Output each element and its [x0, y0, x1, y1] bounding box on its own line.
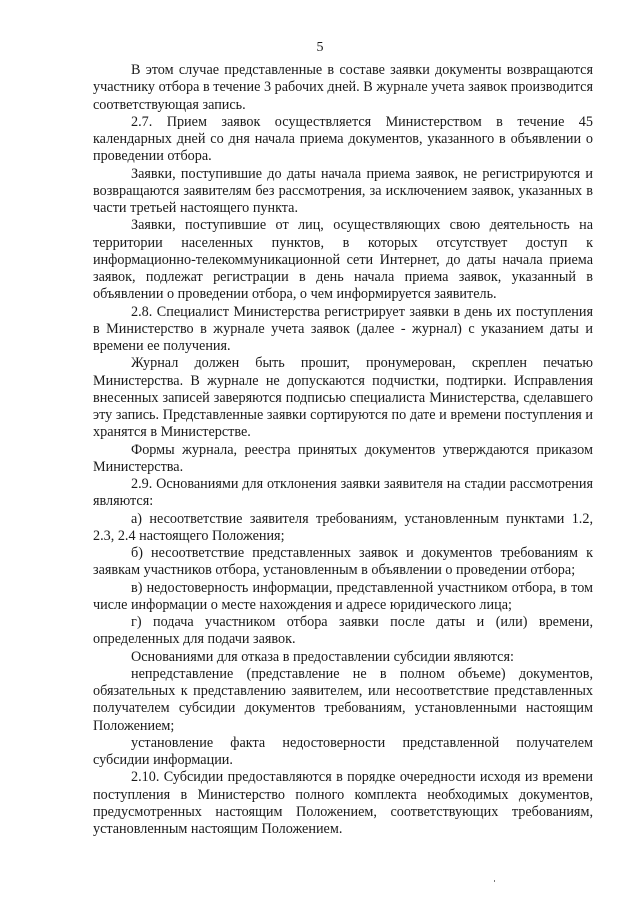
paragraph: г) подача участником отбора заявки после даты и (или) времени, определенных для подачи заявок. [93, 614, 593, 648]
paragraph: 2.8. Специалист Министерства регистрирует заявки в день их поступления в Министерство в журнале учета заявок (далее - журнал) с указанием даты и времени ее получения. [93, 303, 593, 354]
paragraph: 2.7. Прием заявок осуществляется Министерством в течение 45 календарных дней со дня начала приема документов, указанного в объявлении о проведении отбора. [93, 113, 593, 165]
paragraph: в) недостоверность информации, представленной участником отбора, в том числе информации о месте нахождения и адресе юридического лица; [93, 579, 593, 613]
paragraph: 2.9. Основаниями для отклонения заявки заявителя на стадии рассмотрения являются: [93, 476, 593, 510]
page-number: 5 [316, 40, 324, 55]
scan-speck [494, 880, 495, 882]
paragraph: а) несоответствие заявителя требованиям, установленным пунктами 1.2, 2.3, 2.4 настоящего Положения; [93, 510, 593, 544]
paragraph: 2.10. Субсидии предоставляются в порядке очередности исходя из времени поступления в Министерство полного комплекта необходимых документов, предусмотренных настоящим Положением, соответствующих требованиям, установленным настоящим Положением. [93, 769, 593, 837]
paragraph: Заявки, поступившие до даты начала приема заявок, не регистрируются и возвращаются заявителям без рассмотрения, за исключением заявок, указанных в части третьей настоящего пункта. [93, 165, 593, 216]
paragraph: б) несоответствие представленных заявок и документов требованиям к заявкам участников отбора, установленным в объявлении о проведении отбора; [93, 545, 593, 579]
paragraph: Основаниями для отказа в предоставлении субсидии являются: [131, 648, 514, 665]
paragraph: установление факта недостоверности представленной получателем субсидии информации. [93, 734, 593, 768]
paragraph: Заявки, поступившие от лиц, осуществляющих свою деятельность на территории населенных пунктов, в которых отсутствует доступ к информационно-телекоммуникационной сети Интернет, до даты начала приема заявок, подлежат регистрации в день начала приема заявок, указанный в объявлении о проведении отбора, о чем информируется заявитель. [93, 217, 593, 303]
paragraph: Журнал должен быть прошит, пронумерован, скреплен печатью Министерства. В журнале не допускаются подчистки, подтирки. Исправления внесенных записей заверяются подписью специалиста Министерства, сделавшего эту запись. Представленные заявки сортируются по дате и времени поступления и хранятся в Министерстве. [93, 355, 593, 441]
paragraph: Формы журнала, реестра принятых документов утверждаются приказом Министерства. [93, 441, 593, 475]
paragraph: В этом случае представленные в составе заявки документы возвращаются участнику отбора в течение 3 рабочих дней. В журнале учета заявок производится соответствующая запись. [93, 62, 593, 113]
paragraph: непредставление (представление не в полном объеме) документов, обязательных к представлению заявителем, или несоответствие представленных получателем субсидии документов требованиям, установленными настоящим Положением; [93, 665, 593, 734]
document-body [93, 62, 593, 838]
